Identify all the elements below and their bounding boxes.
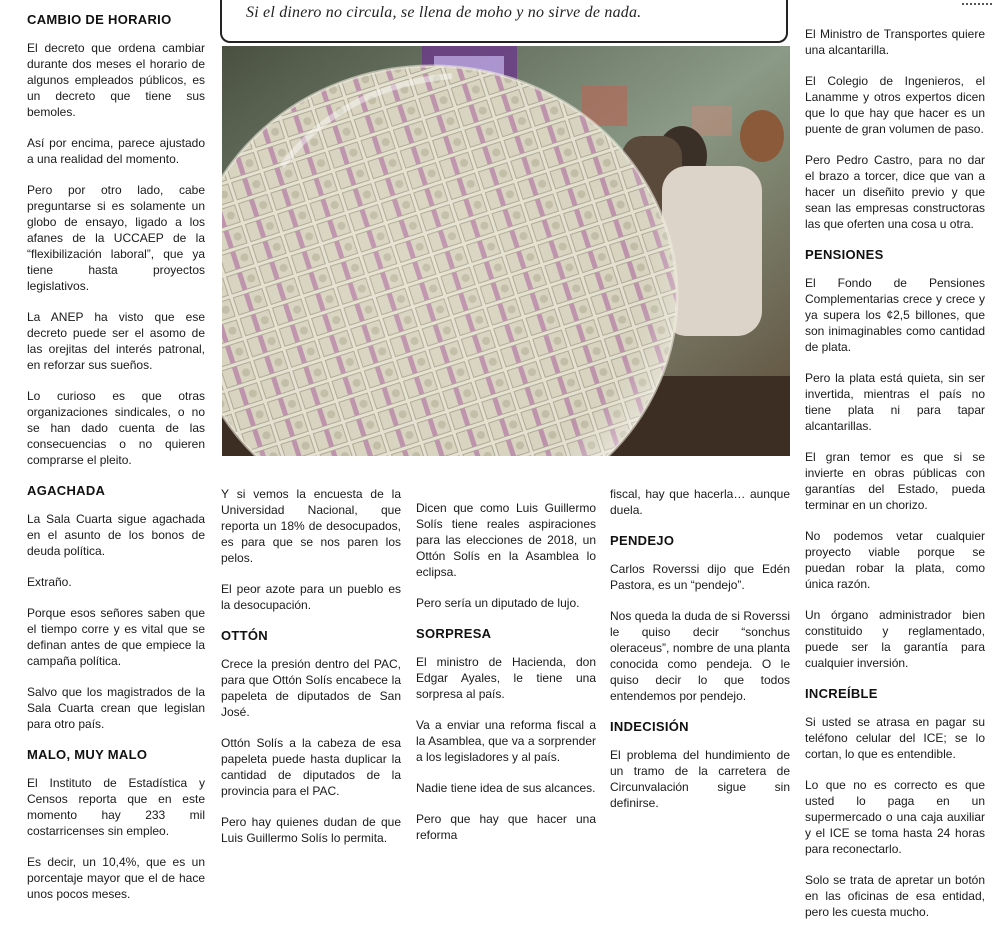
paragraph: El Ministro de Transportes quiere una alcantarilla.: [805, 27, 985, 57]
paragraph: Lo curioso es que otras organizaciones sindicales, o no se han dado cuenta de las consecuencias o no quieren comprarse el pleito.: [27, 389, 205, 467]
paragraph: Y si vemos la encuesta de la Universidad Nacional, que reporta un 18% de desocupados, es para que se nos paren los pelos.: [221, 487, 401, 565]
section-heading: AGACHADA: [27, 483, 106, 498]
section-heading: INCREÍBLE: [805, 686, 878, 701]
paragraph: Nos queda la duda de si Roverssi le quiso decir “sonchus oleraceus”, nombre de una planta conocida como pendeja. O le quiso decir lo que todos entendemos por pendejo.: [610, 609, 790, 703]
column-5: [805, 26, 985, 935]
paragraph: Pero Pedro Castro, para no dar el brazo a torcer, dice que van a hacer un diseñito previo y que sean las empresas constructoras las que oferten una cosa u otra.: [805, 153, 985, 231]
paragraph: Crece la presión dentro del PAC, para que Ottón Solís encabece la papeleta de diputados de San José.: [221, 657, 401, 719]
corner-mark: [962, 0, 992, 5]
section-heading: INDECISIÓN: [610, 719, 689, 734]
paragraph: fiscal, hay que hacerla… aunque duela.: [610, 487, 790, 517]
paragraph: La Sala Cuarta sigue agachada en el asunto de los bonos de deuda política.: [27, 512, 205, 558]
quote-box: [220, 0, 788, 43]
paragraph: Un órgano administrador bien constituido y reglamentado, puede ser la garantía para cualquier inversión.: [805, 608, 985, 670]
paragraph: El gran temor es que si se invierte en obras públicas con garantías del Estado, pueda terminar en un chorizo.: [805, 450, 985, 512]
paragraph: No podemos vetar cualquier proyecto viable porque se puedan robar la plata, como única razón.: [805, 529, 985, 591]
paragraph: Salvo que los magistrados de la Sala Cuarta crean que legislan para otro país.: [27, 685, 205, 731]
paragraph: Es decir, un 10,4%, que es un porcentaje mayor que el de hace unos pocos meses.: [27, 855, 205, 901]
column-3: [416, 500, 596, 858]
paragraph: Pero por otro lado, cabe preguntarse si es solamente un globo de ensayo, ligado a los afanes de la UCCAEP de la “flexibilización laboral”, que ya tiene hasta proyectos legislativos.: [27, 183, 205, 293]
paragraph: Va a enviar una reforma fiscal a la Asamblea, que va a sorprender a los legisladores y al país.: [416, 718, 596, 764]
paragraph: Dicen que como Luis Guillermo Solís tiene reales aspiraciones para las elecciones de 2018, un Ottón Solís en la Asamblea lo eclipsa.: [416, 501, 596, 579]
paragraph: El Fondo de Pensiones Complementarias crece y crece y ya supera los ¢2,5 billones, que son inimaginables como cantidad de plata.: [805, 276, 985, 354]
pull-quote: Si el dinero no circula, se llena de moho y no sirve de nada.: [246, 4, 642, 21]
paragraph: Lo que no es correcto es que usted lo paga en un supermercado o una caja auxiliar y el ICE se toma hasta 24 horas para reconectarlo.: [805, 778, 985, 856]
section-heading: OTTÓN: [221, 628, 268, 643]
column-2: [221, 486, 401, 861]
section-heading: PENSIONES: [805, 247, 884, 262]
section-heading: CAMBIO DE HORARIO: [27, 12, 172, 27]
section-heading: SORPRESA: [416, 626, 492, 641]
column-4: [610, 486, 790, 826]
paragraph: Extraño.: [27, 575, 72, 589]
paragraph: El ministro de Hacienda, don Edgar Ayales, le tiene una sorpresa al país.: [416, 655, 596, 701]
paragraph: Pero sería un diputado de lujo.: [416, 596, 580, 610]
paragraph: Pero hay quienes dudan de que Luis Guillermo Solís lo permita.: [221, 815, 401, 845]
paragraph: Ottón Solís a la cabeza de esa papeleta puede hasta duplicar la cantidad de diputados de la provincia para el PAC.: [221, 736, 401, 798]
paragraph: Pero que hay que hacer una reforma: [416, 812, 596, 842]
photo-illustration: [222, 46, 790, 456]
paragraph: Así por encima, parece ajustado a una realidad del momento.: [27, 136, 205, 166]
paragraph: El decreto que ordena cambiar durante dos meses el horario de algunos empleados públicos, es un decreto que tiene sus bemoles.: [27, 41, 205, 119]
paragraph: El Instituto de Estadística y Censos reporta que en este momento hay 233 mil costarricenses sin empleo.: [27, 776, 205, 838]
section-heading: MALO, MUY MALO: [27, 747, 148, 762]
money-globe-photo: [222, 46, 790, 456]
paragraph: La ANEP ha visto que ese decreto puede ser el asomo de las orejitas del interés patronal, en reforzar sus sueños.: [27, 310, 205, 372]
paragraph: El Colegio de Ingenieros, el Lanamme y otros expertos dicen que lo que hay que hacer es un puente de gran volumen de paso.: [805, 74, 985, 136]
paragraph: Pero la plata está quieta, sin ser invertida, mientras el país no tiene plata ni para tapar alcantarillas.: [805, 371, 985, 433]
paragraph: Nadie tiene idea de sus alcances.: [416, 781, 596, 795]
paragraph: Porque esos señores saben que el tiempo corre y es vital que se definan antes de que empiece la campaña política.: [27, 606, 205, 668]
section-heading: PENDEJO: [610, 533, 675, 548]
paragraph: Si usted se atrasa en pagar su teléfono celular del ICE; se lo cortan, lo que es entendible.: [805, 715, 985, 761]
paragraph: Solo se trata de apretar un botón en las oficinas de esa entidad, pero les cuesta mucho.: [805, 873, 985, 919]
paragraph: El peor azote para un pueblo es la desocupación.: [221, 582, 401, 612]
paragraph: El problema del hundimiento de un tramo de la carretera de Circunvalación sigue sin definirse.: [610, 748, 790, 810]
paragraph: Carlos Roverssi dijo que Edén Pastora, es un “pendejo”.: [610, 562, 790, 592]
column-1: [27, 12, 205, 917]
